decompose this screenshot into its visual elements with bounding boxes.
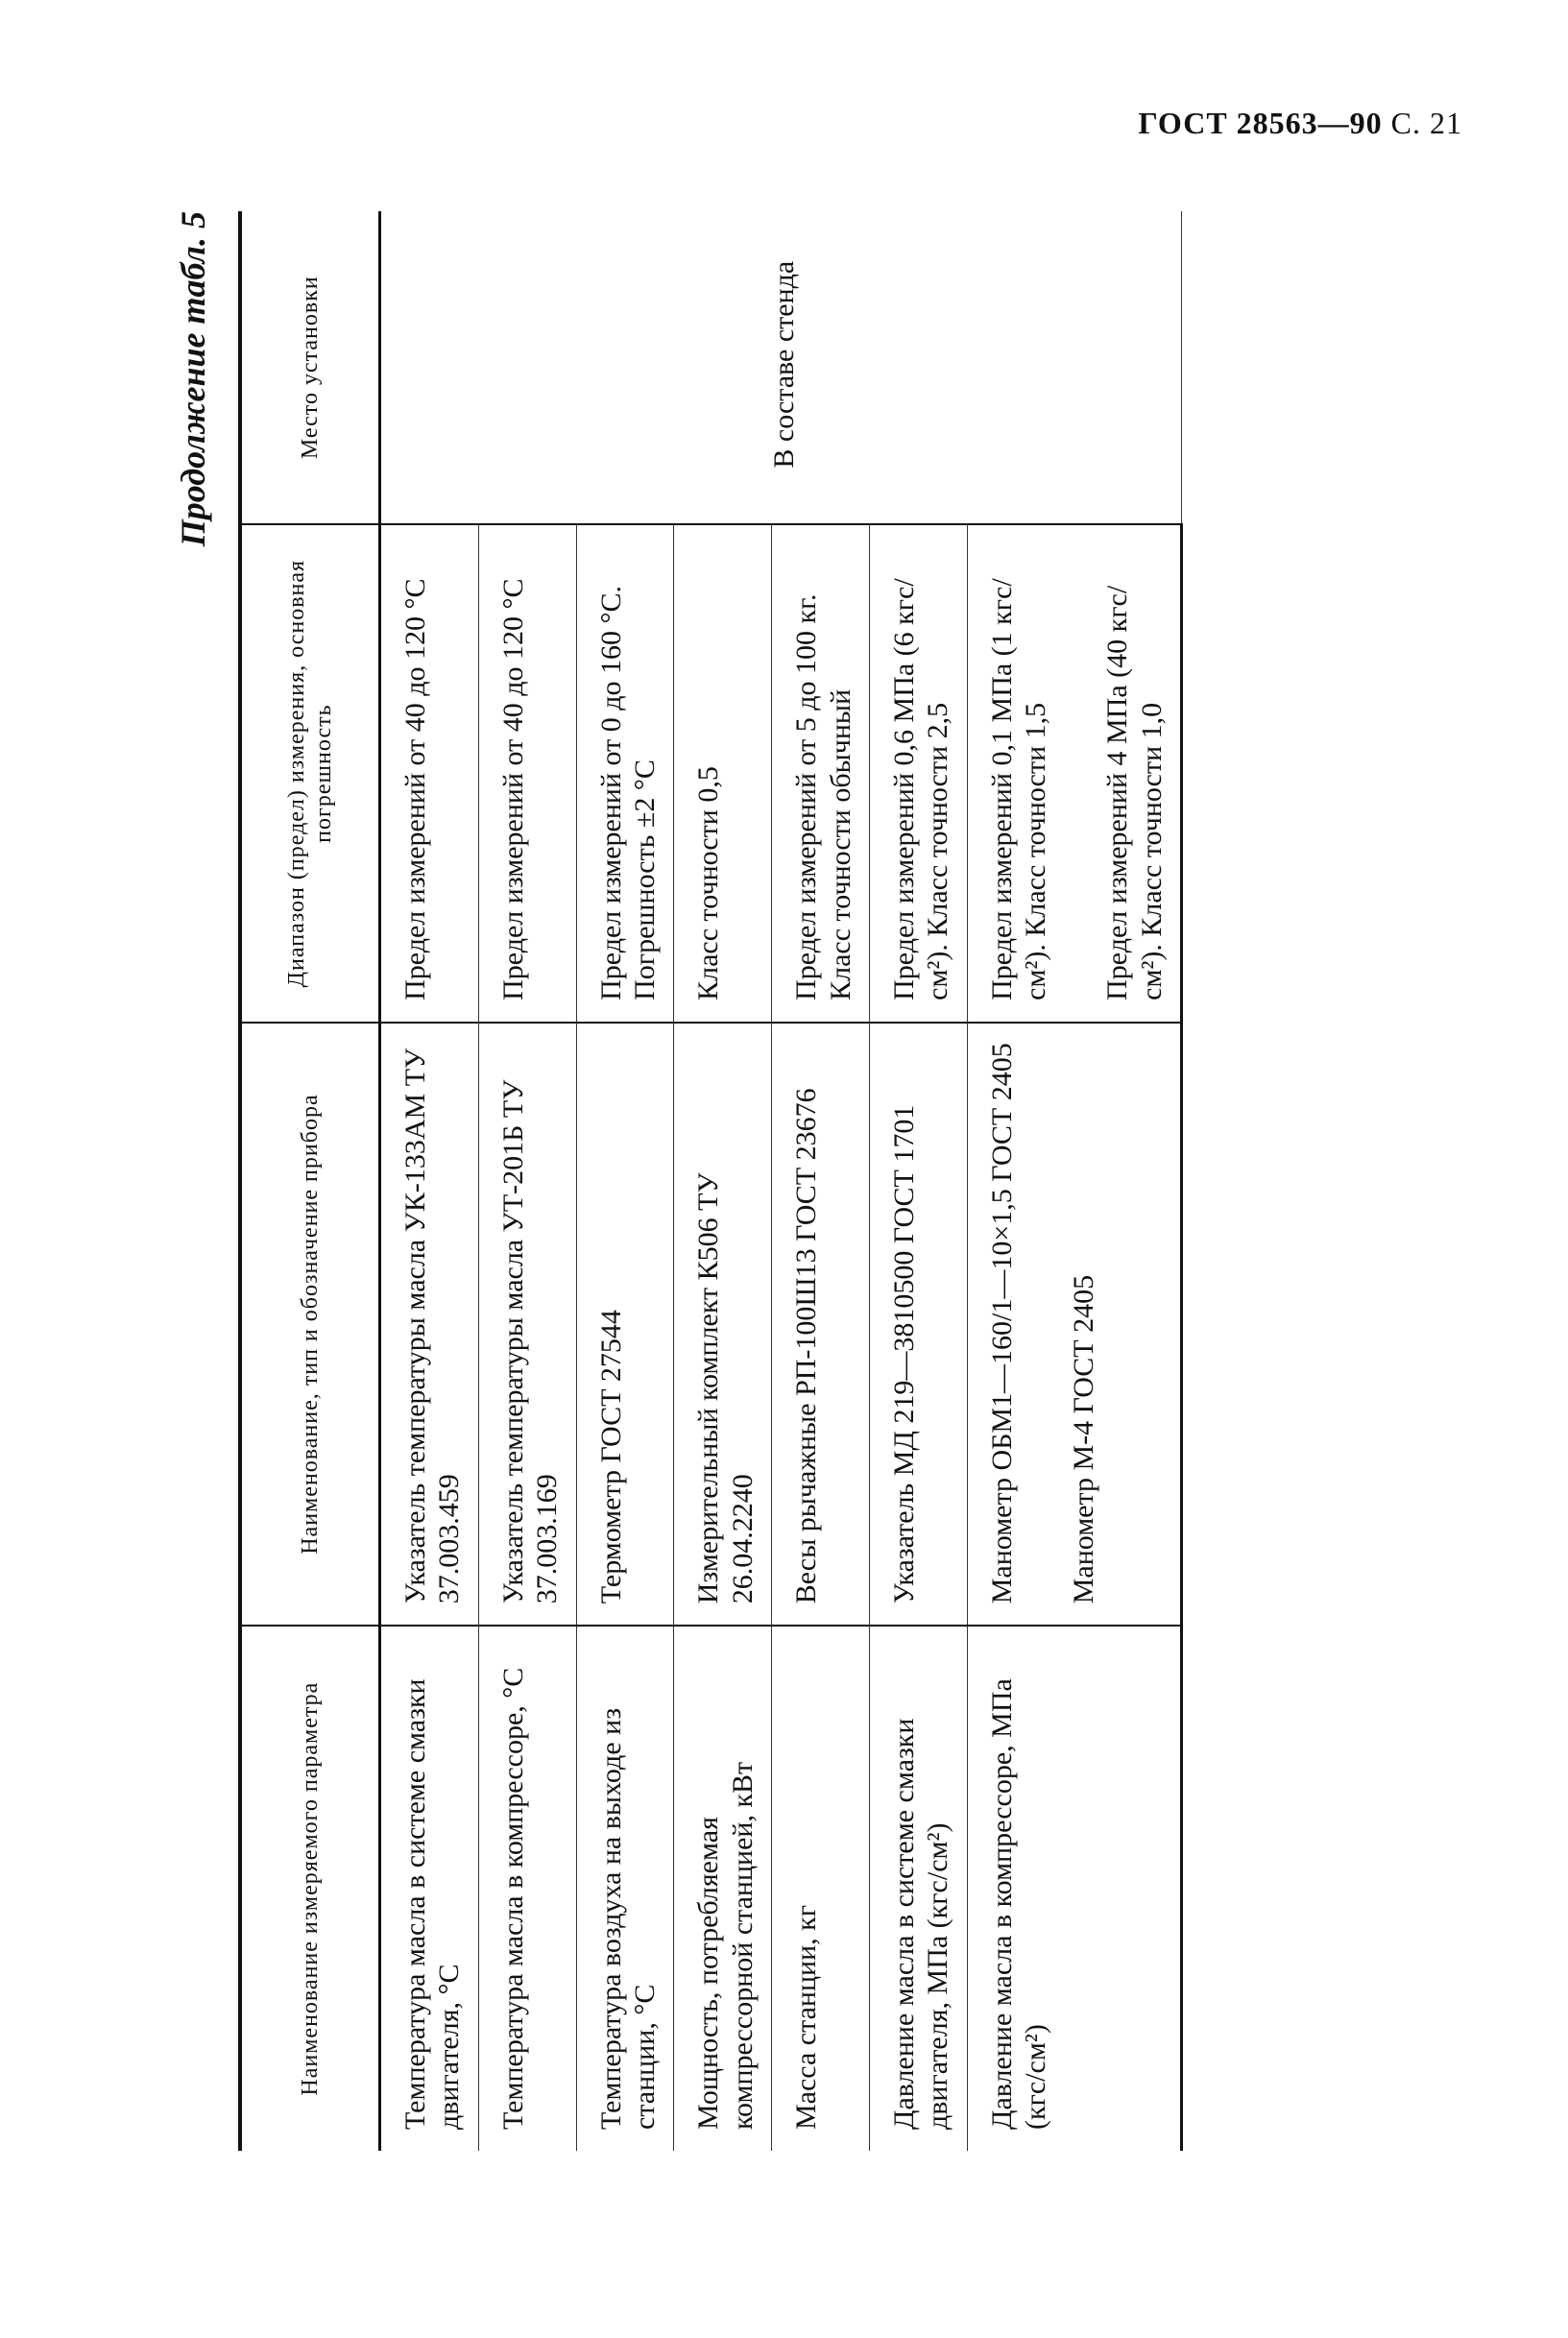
- range-cell: Предел измерений от 40 до 120 °С: [478, 524, 576, 1023]
- table-row: [380, 211, 479, 2151]
- param-cell: Температура масла в системе смазки двигателя, °С: [380, 1626, 479, 2151]
- device-cell: Термометр ГОСТ 27544: [576, 1023, 674, 1626]
- page-number: С. 21: [1390, 106, 1462, 140]
- param-cell: Давление масла в системе смазки двигателя, МПа (кгс/см²): [869, 1626, 967, 2151]
- table-caption: Продолжение табл. 5: [174, 211, 212, 547]
- range-cell-group: [967, 524, 1182, 1023]
- rotated-table-block: [173, 211, 1383, 2151]
- device-cell: Указатель температуры масла УК-133АМ ТУ 37.003.459: [380, 1023, 479, 1626]
- device-cell-group: [967, 1023, 1182, 1626]
- col-header-range: Диапазон (предел) измерения, основная погрешность: [240, 524, 380, 1023]
- range-cell-secondary: Предел измерений 4 МПа (40 кгс/см²). Класс точности 1,0: [1101, 585, 1168, 1000]
- device-cell: Указатель МД 219—3810500 ГОСТ 1701: [869, 1023, 967, 1626]
- col-header-param: Наименование измеряемого параметра: [240, 1626, 380, 2151]
- device-cell-secondary: Манометр М-4 ГОСТ 2405: [1068, 1274, 1100, 1604]
- col-header-location: Место установки: [240, 211, 380, 524]
- device-cell: Весы рычажные РП-100Ш13 ГОСТ 23676: [772, 1023, 870, 1626]
- range-cell: Предел измерений от 0 до 160 °С. Погрешность ±2 °С: [576, 524, 674, 1023]
- param-cell: Температура масла в компрессоре, °С: [478, 1626, 576, 2151]
- range-cell: Предел измерений 0,6 МПа (6 кгс/см²). Класс точности 2,5: [869, 524, 967, 1023]
- device-cell: Измерительный комплект К506 ТУ 26.04.2240: [674, 1023, 772, 1626]
- col-header-device: Наименование, тип и обозначение прибора: [240, 1023, 380, 1626]
- range-cell: Предел измерений от 40 до 120 °С: [380, 524, 479, 1023]
- param-cell: Масса станции, кг: [772, 1626, 870, 2151]
- location-cell: В составе стенда: [380, 211, 1182, 524]
- standard-number: ГОСТ 28563—90: [1138, 106, 1383, 140]
- page-header: [1138, 106, 1462, 141]
- device-cell: Указатель температуры масла УТ-201Б ТУ 37.003.169: [478, 1023, 576, 1626]
- device-cell: Манометр ОБМ1—160/1—10×1,5 ГОСТ 2405: [985, 1043, 1018, 1604]
- range-cell: Класс точности 0,5: [674, 524, 772, 1023]
- measurement-table: [238, 211, 1183, 2151]
- range-cell: Предел измерений 0,1 МПа (1 кгс/см²). Класс точности 1,5: [985, 578, 1052, 1000]
- param-cell: Температура воздуха на выходе из станции, °С: [576, 1626, 674, 2151]
- table-header-row: [240, 211, 380, 2151]
- param-cell: Мощность, потребляемая компрессорной станцией, кВт: [674, 1626, 772, 2151]
- param-cell: Давление масла в компрессоре, МПа (кгс/см²): [967, 1626, 1182, 2151]
- range-cell: Предел измерений от 5 до 100 кг. Класс точности обычный: [772, 524, 870, 1023]
